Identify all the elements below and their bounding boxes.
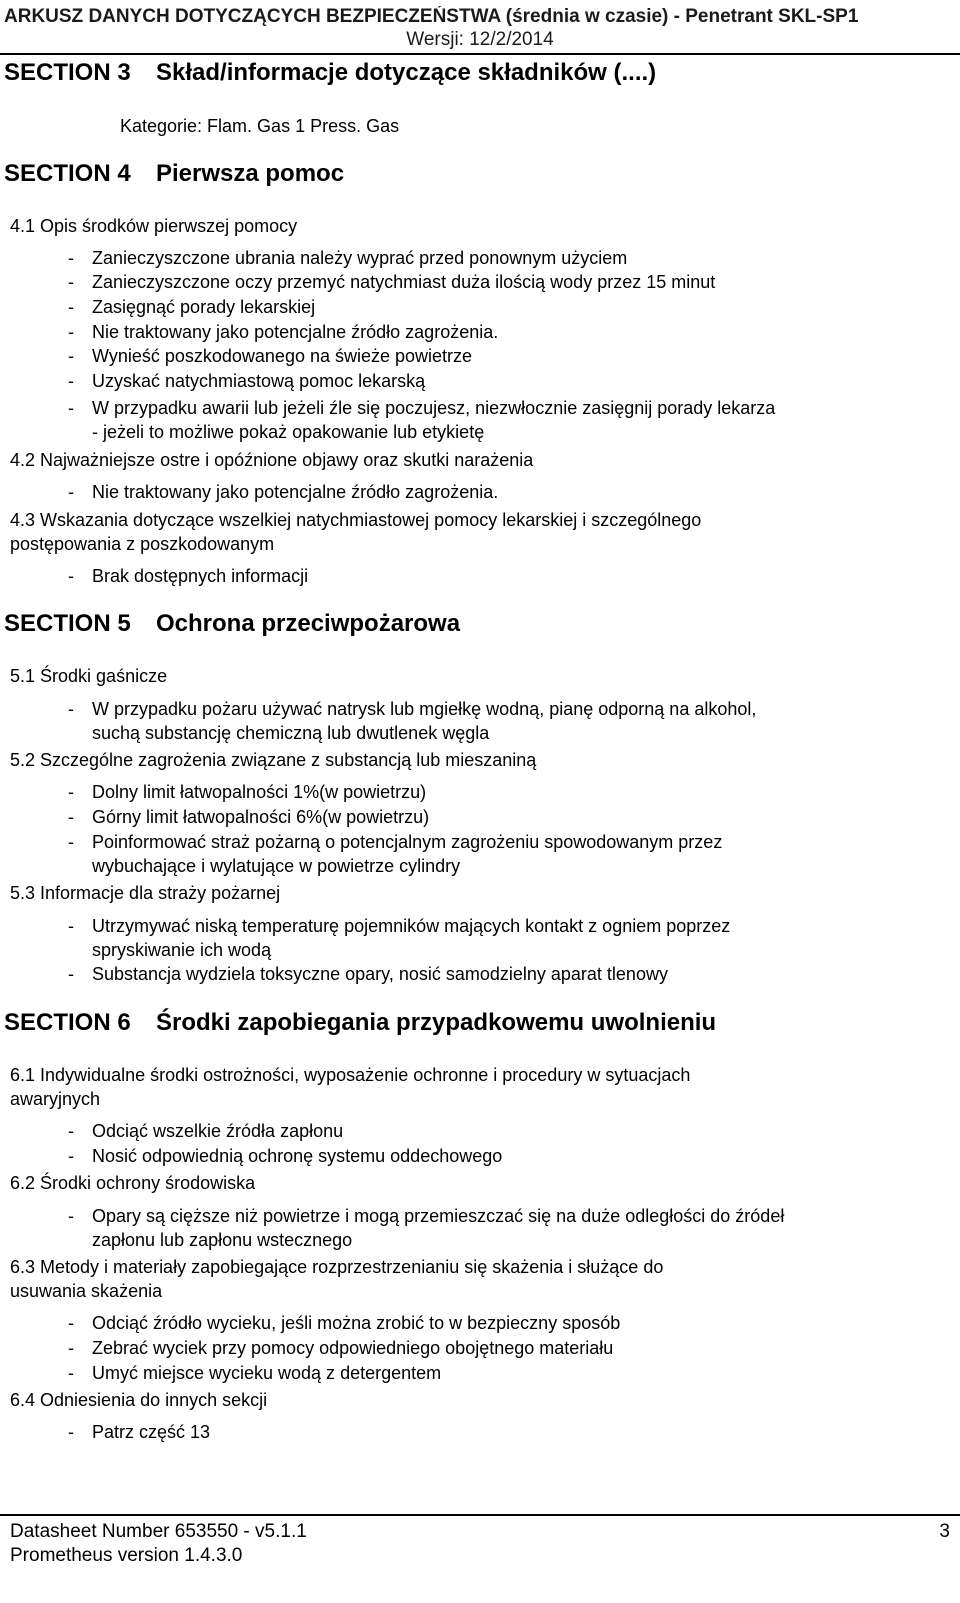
subsection-4-1-heading: 4.1 Opis środków pierwszej pomocy [10, 216, 298, 236]
section-6-number: SECTION 6 [4, 1009, 131, 1036]
section-3-heading [4, 59, 656, 87]
subsection-5-2-heading: 5.2 Szczególne zagrożenia związane z substancją lub mieszaniną [10, 750, 537, 770]
list-item-continuation: wybuchające i wylatujące w powietrze cylindry [92, 856, 461, 876]
list-item-continuation: suchą substancję chemiczną lub dwutlenek węgla [92, 723, 490, 743]
subsection-5-3-heading: 5.3 Informacje dla straży pożarnej [10, 883, 281, 903]
subsection-6-1-heading-cont: awaryjnych [10, 1089, 101, 1109]
subsection-4-2-heading: 4.2 Najważniejsze ostre i opóźnione objawy oraz skutki narażenia [10, 450, 534, 470]
prometheus-version: Prometheus version 1.4.3.0 [10, 1545, 243, 1566]
subsection-6-3-heading: 6.3 Metody i materiały zapobiegające rozprzestrzenianiu się skażenia i służące do [10, 1257, 664, 1277]
subsection-4-3-heading-cont: postępowania z poszkodowanym [10, 534, 275, 554]
subsection-5-1-heading: 5.1 Środki gaśnicze [10, 666, 168, 686]
document-version: Wersji: 12/2/2014 [406, 29, 554, 50]
section-5-title: Ochrona przeciwpożarowa [156, 610, 461, 637]
subsection-4-3-heading: 4.3 Wskazania dotyczące wszelkiej natychmiastowej pomocy lekarskiej i szczególnego [10, 510, 702, 530]
subsection-6-3-heading-cont: usuwania skażenia [10, 1281, 163, 1301]
list-item-continuation: zapłonu lub zapłonu wstecznego [92, 1230, 353, 1250]
section-5-number: SECTION 5 [4, 610, 131, 637]
header-divider [0, 53, 960, 55]
footer-divider [0, 1514, 960, 1516]
section-4-heading [4, 160, 344, 188]
document-title: ARKUSZ DANYCH DOTYCZĄCYCH BEZPIECZEŃSTWA (średnia w czasie) - Penetrant SKL-SP1 [4, 6, 859, 27]
section-3-categories: Kategorie: Flam. Gas 1 Press. Gas [120, 116, 400, 136]
datasheet-number: Datasheet Number 653550 - v5.1.1 [10, 1521, 307, 1542]
subsection-6-2-heading: 6.2 Środki ochrony środowiska [10, 1173, 256, 1193]
section-6-title: Środki zapobiegania przypadkowemu uwolnieniu [156, 1009, 717, 1036]
section-6-heading [4, 1009, 716, 1037]
section-5-heading [4, 610, 460, 638]
subsection-6-1-heading: 6.1 Indywidualne środki ostrożności, wyposażenie ochronne i procedury w sytuacjach [10, 1065, 691, 1085]
list-item-continuation: - jeżeli to możliwe pokaż opakowanie lub etykietę [92, 422, 485, 442]
list-item-continuation: spryskiwanie ich wodą [92, 940, 272, 960]
section-3-title: Skład/informacje dotyczące składników (....) [156, 59, 657, 86]
subsection-6-4-heading: 6.4 Odniesienia do innych sekcji [10, 1390, 268, 1410]
section-3-number: SECTION 3 [4, 59, 131, 86]
section-4-number: SECTION 4 [4, 160, 131, 187]
page-number: 3 [939, 1521, 950, 1542]
section-4-title: Pierwsza pomoc [156, 160, 345, 187]
